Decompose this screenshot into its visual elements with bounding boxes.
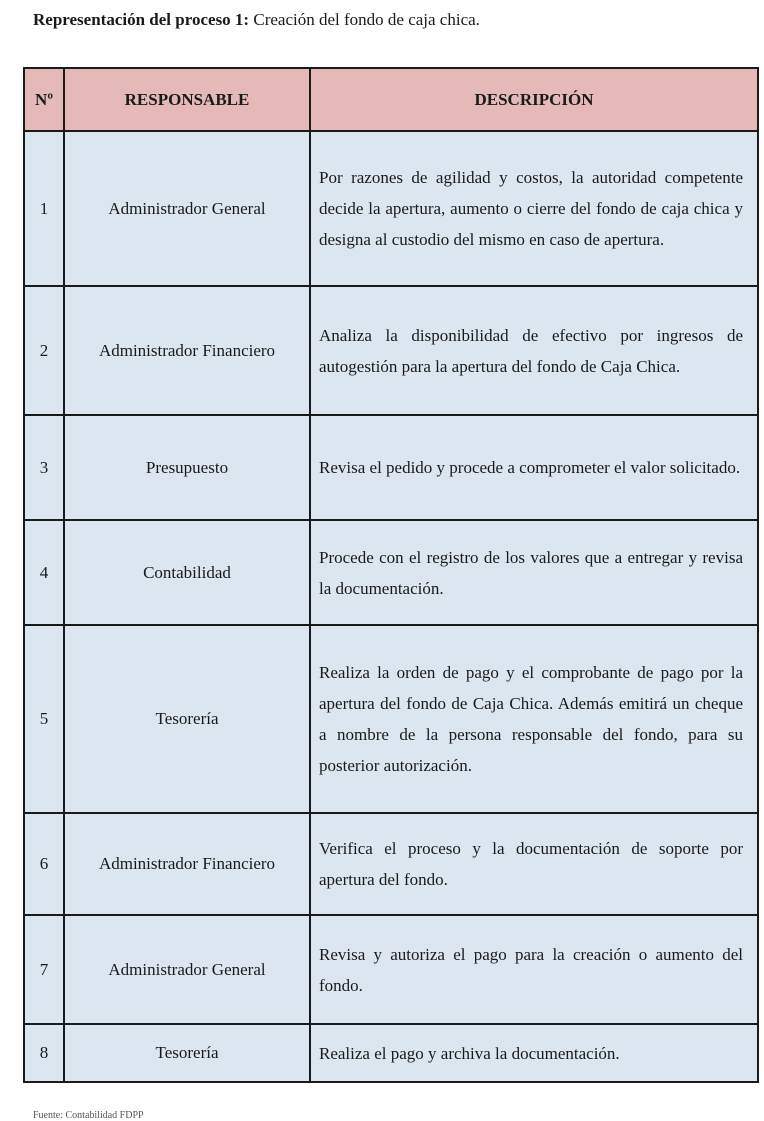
row-descripcion: Verifica el proceso y la documentación de soporte por apertura del fondo.: [310, 813, 758, 915]
process-table: [23, 67, 759, 1083]
header-descripcion: DESCRIPCIÓN: [310, 68, 758, 131]
row-num: 3: [24, 415, 64, 520]
row-descripcion: Revisa el pedido y procede a comprometer el valor solicitado.: [310, 415, 758, 520]
row-descripcion: Realiza la orden de pago y el comprobante de pago por la apertura del fondo de Caja Chica. Además emitirá un cheque a nombre de la persona responsable del fondo, para su posterior autorización.: [310, 625, 758, 813]
source-footnote: Fuente: Contabilidad FDPP: [33, 1110, 144, 1121]
row-num: 2: [24, 286, 64, 415]
table-row: [24, 286, 758, 415]
row-responsable: Administrador General: [64, 131, 310, 286]
row-descripcion: Procede con el registro de los valores que a entregar y revisa la documentación.: [310, 520, 758, 625]
row-num: 8: [24, 1024, 64, 1082]
header-num: Nº: [24, 68, 64, 131]
table-row: [24, 813, 758, 915]
row-num: 4: [24, 520, 64, 625]
row-num: 1: [24, 131, 64, 286]
row-descripcion: Por razones de agilidad y costos, la autoridad competente decide la apertura, aumento o cierre del fondo de caja chica y designa al custodio del mismo en caso de apertura.: [310, 131, 758, 286]
header-responsable: RESPONSABLE: [64, 68, 310, 131]
table-row: [24, 1024, 758, 1082]
row-responsable: Tesorería: [64, 1024, 310, 1082]
row-responsable: Administrador General: [64, 915, 310, 1024]
table-row: [24, 915, 758, 1024]
table-row: [24, 625, 758, 813]
caption-text: Creación del fondo de caja chica.: [249, 10, 480, 29]
header-row: [24, 68, 758, 131]
row-descripcion: Realiza el pago y archiva la documentación.: [310, 1024, 758, 1082]
row-responsable: Contabilidad: [64, 520, 310, 625]
row-num: 6: [24, 813, 64, 915]
row-descripcion: Analiza la disponibilidad de efectivo por ingresos de autogestión para la apertura del fondo de Caja Chica.: [310, 286, 758, 415]
row-responsable: Tesorería: [64, 625, 310, 813]
table-row: [24, 415, 758, 520]
row-responsable: Administrador Financiero: [64, 286, 310, 415]
table-row: [24, 131, 758, 286]
row-num: 5: [24, 625, 64, 813]
caption-label: Representación del proceso 1:: [33, 10, 250, 29]
table-row: [24, 520, 758, 625]
row-num: 7: [24, 915, 64, 1024]
table-caption: [33, 10, 480, 30]
row-responsable: Administrador Financiero: [64, 813, 310, 915]
row-descripcion: Revisa y autoriza el pago para la creación o aumento del fondo.: [310, 915, 758, 1024]
row-responsable: Presupuesto: [64, 415, 310, 520]
